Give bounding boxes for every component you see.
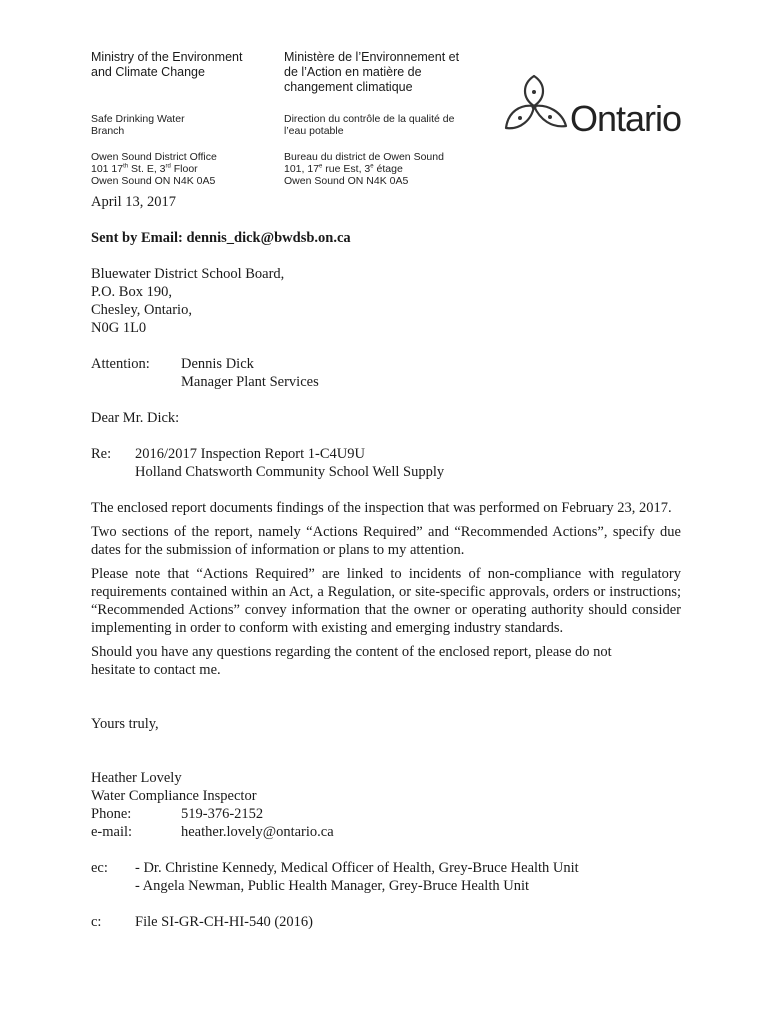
- branch-en: Safe Drinking Water Branch: [91, 113, 185, 137]
- phone-row: Phone: 519-376-2152: [91, 806, 264, 822]
- paragraph-2: Two sections of the report, namely “Actions Required” and “Recommended Actions”, specify due dates for the submission of information or plans to my attention.: [91, 524, 681, 558]
- email-row: e-mail: heather.lovely@ontario.ca: [91, 824, 334, 840]
- c-block: c: File SI-GR-CH-HI-540 (2016): [91, 914, 314, 930]
- signer-name: Heather Lovely: [91, 770, 182, 786]
- ec-block: ec: - Dr. Christine Kennedy, Medical Officer of Health, Grey-Bruce Health Unit - Angela Newman, Public Health Manager, Grey-Bruce Health Unit: [91, 860, 579, 894]
- sign-off: Yours truly,: [91, 716, 159, 732]
- attention-block: Attention: Dennis Dick Manager Plant Services: [91, 356, 319, 390]
- signer-title: Water Compliance Inspector: [91, 788, 257, 804]
- letter-body: [91, 193, 681, 931]
- ministry-name-fr: Ministère de l’Environnement et de l’Action en matière de changement climatique: [284, 50, 460, 94]
- ontario-logo: [500, 70, 700, 145]
- sent-by-email: Sent by Email: dennis_dick@bwdsb.on.ca: [91, 230, 351, 246]
- re-block: Re: 2016/2017 Inspection Report 1-C4U9U Holland Chatsworth Community School Well Supply: [91, 446, 445, 480]
- signature-block: [91, 769, 681, 841]
- paragraph-4: Should you have any questions regarding the content of the enclosed report, please do not hesitate to contact me.: [91, 644, 612, 678]
- letter-date: April 13, 2017: [91, 194, 176, 210]
- office-address-fr: Bureau du district de Owen Sound 101, 17e rue Est, 3e étage Owen Sound ON N4K 0A5: [284, 151, 444, 187]
- office-address-en: Owen Sound District Office 101 17th St. E, 3rd Floor Owen Sound ON N4K 0A5: [91, 151, 217, 187]
- branch-fr: Direction du contrôle de la qualité de l’eau potable: [284, 113, 455, 137]
- recipient-address: Bluewater District School Board, P.O. Box 190, Chesley, Ontario, N0G 1L0: [91, 266, 285, 336]
- salutation: Dear Mr. Dick:: [91, 410, 180, 426]
- letterhead: [91, 50, 531, 187]
- ministry-name-en: Ministry of the Environment and Climate Change: [91, 50, 243, 79]
- trillium-icon: [500, 70, 570, 145]
- ontario-wordmark: Ontario: [570, 98, 682, 139]
- paragraph-3: Please note that “Actions Required” are linked to incidents of non-compliance with regulatory requirements contained within an Act, a Regulation, or site-specific approvals, orders or instructions; “Recommended Actions” convey information that the owner or operating authority should consider implementing in order to conform with existing and emerging industry standards.: [91, 566, 681, 636]
- paragraph-1: The enclosed report documents findings of the inspection that was performed on February 23, 2017.: [91, 500, 672, 516]
- email-link[interactable]: heather.lovely@ontario.ca: [181, 824, 334, 840]
